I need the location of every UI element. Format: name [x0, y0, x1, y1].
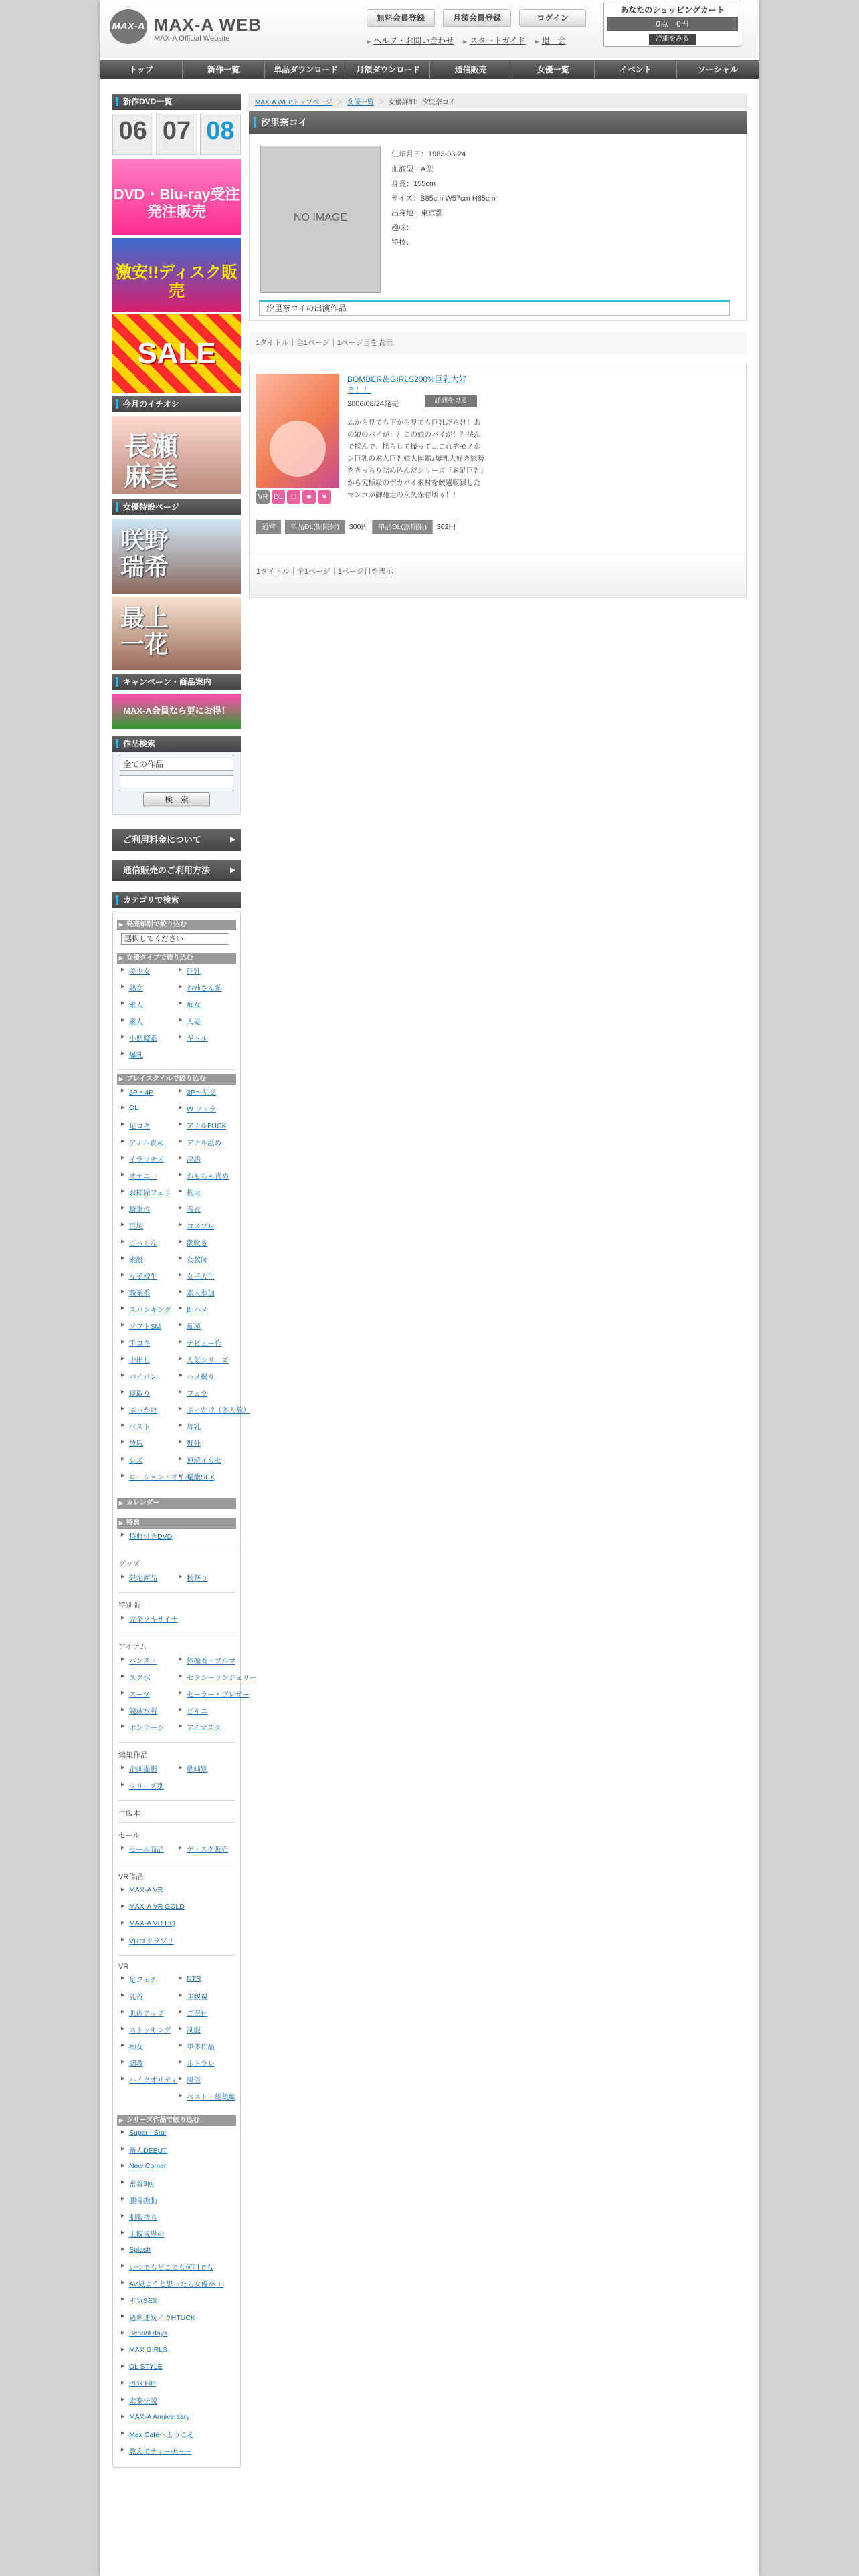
category-link[interactable]: ▶ アナル舐め [179, 1138, 236, 1154]
category-link[interactable]: ▶ NTR [179, 1975, 236, 1992]
crumb-top[interactable]: MAX-A WEBトップページ [255, 98, 332, 106]
category-link[interactable]: ▶ W フェラ [179, 1104, 236, 1121]
profile-size: サイズ：B85cm W57cm H85cm [391, 195, 496, 203]
category-link[interactable]: ▶ OL [121, 1104, 179, 1121]
category-link[interactable]: ▶ ソフトSM [121, 1321, 179, 1338]
series-bar: ▶ シリーズ作品で絞り込む [117, 2115, 236, 2126]
goods-list [117, 1573, 236, 1590]
actress-type-bar: ▶ 女優タイプで絞り込む [117, 953, 236, 964]
category-link[interactable]: ▶ ストッキング [121, 2025, 179, 2042]
work-item [249, 364, 747, 552]
category-link[interactable]: ▶ いつでもどこでも何回でも [121, 2262, 236, 2279]
category-link[interactable]: ▶ 女子大生 [179, 1271, 236, 1288]
category-link[interactable]: ▶ Super I Star [121, 2129, 236, 2145]
category-link[interactable]: ▶ ローション・オイル [121, 1472, 179, 1489]
category-link[interactable]: ▶ 巨乳 [179, 966, 236, 983]
profile-birthplace: 出身地：東京都 [391, 209, 443, 217]
vr-works-title: VR作品 [118, 1873, 144, 1881]
category-link[interactable]: ▶ 素人 [121, 1016, 179, 1033]
actress-banner-b[interactable]: 最上一花 [112, 597, 241, 670]
cart-title: あなたのショッピングカート [620, 5, 725, 15]
shopping-cart [603, 3, 741, 47]
category-link[interactable]: ▶ 新人DEBUT [121, 2145, 236, 2162]
category-link[interactable]: ▶ ハメ撮り [179, 1372, 236, 1388]
global-nav [100, 60, 759, 79]
release-year-select[interactable]: 選択してください [121, 933, 229, 945]
category-link[interactable]: ▶ セーラー・ブレザー [179, 1689, 236, 1706]
category-link[interactable]: ▶ オナニー [121, 1171, 179, 1188]
category-link[interactable]: ▶ 女教師 [179, 1255, 236, 1271]
category-link[interactable]: ▶ おもちゃ責め [179, 1171, 236, 1188]
category-link[interactable]: ▶ 職業系 [121, 1288, 179, 1305]
category-link[interactable]: ▶ MAX-A Anniversary [121, 2413, 236, 2430]
category-link[interactable]: ▶ ぶっかけ [121, 1405, 179, 1422]
profile-skill: 特技： [391, 239, 413, 247]
category-link[interactable]: ▶ ギャル [179, 1033, 236, 1050]
category-link[interactable]: ▶ 完全ソキサイナ [121, 1614, 179, 1631]
favorite-icon: ♥ [318, 490, 331, 504]
category-link[interactable]: ▶ New Comer [121, 2162, 236, 2179]
category-link[interactable]: ▶ AV見ようと思ったら女優が□□ [121, 2279, 236, 2296]
nav-actresses[interactable]: 女優一覧 [512, 60, 595, 79]
search-category-select[interactable]: 全ての作品 [120, 758, 233, 771]
category-link[interactable]: ▶ ボンテージ [121, 1723, 179, 1739]
nav-mail-order[interactable]: 通信販売 [430, 60, 512, 79]
tokuten-bar: ▶ 特典 [117, 1518, 236, 1529]
help-link[interactable]: ▶ ヘルプ・お問い合わせ [367, 35, 454, 48]
category-link[interactable]: ▶ 足コキ [121, 1121, 179, 1138]
category-link[interactable]: ▶ 人妻 [179, 1016, 236, 1033]
work-detail-button[interactable]: 詳細を見る [425, 395, 477, 407]
search-box [112, 752, 241, 815]
category-heading: カテゴリで検索 [112, 892, 241, 908]
category-link[interactable]: ▶ 教えてティーチャー [121, 2446, 236, 2463]
category-link[interactable]: ▶ 拘束 [179, 1188, 236, 1204]
profile-details [391, 147, 496, 250]
category-link[interactable]: ▶ VRゴクラブリ [121, 1936, 236, 1953]
nav-events[interactable]: イベント [595, 60, 677, 79]
category-link[interactable]: ▶ 肌近アップ [121, 2008, 179, 2025]
category-link[interactable]: ▶ ネトラレ [179, 2058, 236, 2075]
page-title: 汐里奈コイ [249, 111, 747, 134]
category-link[interactable]: ▶ 競泳水着 [121, 1706, 179, 1723]
category-link[interactable]: ▶ ベスト [121, 1422, 179, 1438]
category-link[interactable]: ▶ 女子校生 [121, 1271, 179, 1288]
work-title[interactable]: BOMBER＆GIRLS200%巨乳大好き！！ [347, 374, 467, 395]
site-logo[interactable] [110, 9, 262, 44]
category-link[interactable]: ▶ スパンキング [121, 1305, 179, 1321]
category-link[interactable]: ▶ シリーズ別 [121, 1781, 179, 1798]
category-link[interactable]: ▶ ディスク販売 [179, 1844, 236, 1861]
category-link[interactable]: ▶ ご奉仕 [179, 2008, 236, 2025]
category-link[interactable]: ▶ 連続イカセ [179, 1455, 236, 1472]
release-year-bar: ▶ 発売年別で絞り込む [117, 920, 236, 930]
category-link[interactable]: ▶ スーツ [121, 1689, 179, 1706]
category-link[interactable]: ▶ イラマチオ [121, 1154, 179, 1171]
crumb-actresses[interactable]: 女優一覧 [347, 98, 374, 106]
category-link[interactable]: ▶ レズ [121, 1455, 179, 1472]
price-label-unlimited: 単品DL(無期限) [373, 520, 432, 534]
category-link[interactable]: ▶ 潮吹き [179, 1238, 236, 1255]
actress-banner-a[interactable]: 咲野瑞希 [112, 519, 241, 594]
category-link[interactable]: ▶ 小悪魔系 [121, 1033, 179, 1050]
category-link[interactable]: ▶ 即ハメ [179, 1305, 236, 1321]
actress-profile [249, 134, 747, 321]
category-link[interactable]: ▶ 人気シリーズ [179, 1355, 236, 1372]
vr-title: VR [118, 1963, 129, 1971]
goods-title: グッズ [118, 1560, 140, 1568]
nav-monthly-dl[interactable]: 月額ダウンロード [347, 60, 430, 79]
category-link[interactable]: ▶ 素人参加 [179, 1288, 236, 1305]
category-link[interactable]: ▶ お掃除フェラ [121, 1188, 179, 1204]
category-link[interactable]: ▶ 主観視 [179, 1992, 236, 2008]
category-link[interactable]: ▶ 本気SEX [121, 2296, 236, 2313]
category-link[interactable]: ▶ 野外 [179, 1438, 236, 1455]
campaign-banner[interactable]: MAX-A会員なら更にお得！ [112, 694, 241, 729]
category-link[interactable]: ▶ 限定商品 [121, 1573, 179, 1590]
pickup-banner[interactable]: 長瀬麻美 [112, 416, 241, 494]
category-link[interactable]: ▶ コスプレ [179, 1221, 236, 1238]
category-link[interactable]: ▶ 痴漢 [179, 1321, 236, 1338]
category-link[interactable]: ▶ 主観視界の [121, 2229, 236, 2246]
category-link[interactable]: ▶ 着衣 [179, 1204, 236, 1221]
item-title: アイテム [118, 1643, 147, 1651]
work-prices [256, 520, 460, 534]
category-link[interactable]: ▶ アナルFUCK [179, 1121, 236, 1138]
special-list [117, 1614, 236, 1631]
price-limited: 300円 [345, 520, 373, 534]
sale-title: セール [118, 1832, 140, 1840]
profile-birthday: 生年月日：1983-03-24 [391, 150, 466, 158]
disk-sale-banner[interactable]: 激安!!ディスク販売 [112, 238, 241, 312]
category-link[interactable]: ▶ Pink File [121, 2379, 236, 2396]
category-link[interactable]: ▶ 単体作品 [179, 2042, 236, 2058]
category-link[interactable]: ▶ 母乳 [179, 1422, 236, 1438]
category-link[interactable]: ▶ ビキニ [179, 1706, 236, 1723]
category-link[interactable]: ▶ 過激SEX [179, 1472, 236, 1489]
month-08[interactable]: 08 [200, 114, 241, 155]
category-link[interactable]: ▶ 制服 [179, 2025, 236, 2042]
category-link[interactable]: ▶ 騎乗位 [121, 1204, 179, 1221]
calendar-bar: ▶ カレンダー [117, 1498, 236, 1509]
nav-single-dl[interactable]: 単品ダウンロード [265, 60, 347, 79]
edit-list [117, 1764, 236, 1798]
category-link[interactable]: ▶ 密着3回 [121, 2179, 236, 2195]
crumb-current: 女優詳細：汐里奈コイ [388, 98, 456, 106]
work-icons [256, 490, 331, 504]
outlet-title: 再販本 [118, 1810, 140, 1818]
vr-list [117, 1975, 236, 2109]
category-link[interactable]: ▶ 痴女 [179, 1000, 236, 1016]
category-link[interactable]: ▶ MAX-A VR [121, 1886, 236, 1903]
pager-top: 1タイトル｜全1ページ｜1ページ目を表示 [249, 332, 747, 354]
category-link[interactable]: ▶ 企画撮影 [121, 1764, 179, 1781]
main-content [249, 94, 747, 598]
start-guide-link[interactable]: ▶ スタートガイド [463, 35, 525, 48]
login-button[interactable]: ログイン [519, 9, 586, 27]
profile-blood: 血液型：A型 [391, 165, 434, 173]
search-button[interactable]: 検 索 [143, 792, 210, 807]
breadcrumb: MAX-A WEBトップページ ＞ 女優一覧 ＞ 女優詳細：汐里奈コイ [249, 94, 747, 108]
new-dvd-months [112, 114, 241, 155]
cart-amount: 0点 0円 [607, 17, 738, 31]
category-link[interactable]: ▶ 素泰伝説 [121, 2396, 236, 2413]
logo-tagline: MAX-A Official Website [154, 35, 230, 43]
sale-list [117, 1844, 236, 1861]
category-link[interactable]: ▶ MAX-A VR HQ [121, 1919, 236, 1936]
actress-type-list [117, 966, 236, 1067]
withdraw-link[interactable]: ▶ 退 会 [535, 35, 566, 48]
category-link[interactable]: ▶ デビュー作 [179, 1338, 236, 1355]
work-thumbnail[interactable] [256, 374, 339, 488]
category-link[interactable]: ▶ MAX GIRLS [121, 2346, 236, 2363]
category-link[interactable]: ▶ 3P・4P [121, 1087, 179, 1104]
work-release-date: 2006/08/24発売 [347, 400, 399, 408]
category-link[interactable]: ▶ 爆乳 [121, 1050, 179, 1067]
pickup-heading: 今月のイチオシ [112, 396, 241, 412]
dvd-bluray-banner[interactable]: DVD・Blu-ray受注発注販売 [112, 159, 241, 235]
category-link[interactable]: ▶ 淫語 [179, 1154, 236, 1171]
category-link[interactable]: ▶ 熟女 [121, 983, 179, 1000]
category-link[interactable]: ▶ School days [121, 2329, 236, 2346]
category-link[interactable]: ▶ 寝取り [121, 1388, 179, 1405]
search-input[interactable] [120, 775, 233, 788]
nav-social[interactable]: ソーシャル [698, 65, 738, 74]
category-link[interactable]: ▶ 美少女 [121, 966, 179, 983]
category-link[interactable]: ▶ ハイクオリティ [121, 2075, 179, 2092]
month-06[interactable]: 06 [112, 114, 153, 155]
category-link[interactable]: ▶ 足フェチ [121, 1975, 179, 1992]
tokuten-list [117, 1531, 236, 1548]
cart-detail-button[interactable]: 詳細をみる [649, 34, 696, 45]
package-icon: ■ [302, 490, 316, 504]
category-link[interactable]: ▶ 特典付きDVD [121, 1531, 236, 1548]
actress-feature-heading: 女優特設ページ [112, 499, 241, 515]
category-link[interactable]: ▶ 巨尻 [121, 1221, 179, 1238]
header-links [367, 35, 594, 48]
category-link[interactable]: ▶ アナル責め [121, 1138, 179, 1154]
logo-mark: MAX-A [110, 9, 147, 44]
category-link[interactable]: ▶ Max Caféへようこそ [121, 2430, 236, 2446]
play-style-bar: ▶ プレイスタイルで絞り込む [117, 1074, 236, 1085]
category-link[interactable]: ▶ 中出し [121, 1355, 179, 1372]
category-link[interactable]: ▶ 調教 [121, 2058, 179, 2075]
category-link[interactable]: ▶ セール商品 [121, 1844, 179, 1861]
download-icon: DL [272, 490, 285, 504]
category-link[interactable]: ▶ ぶっかけ（多人数） [179, 1405, 236, 1422]
search-heading: 作品検索 [112, 736, 241, 752]
sidebar [112, 94, 257, 2468]
category-link[interactable]: ▶ 素股 [121, 1255, 179, 1271]
category-link[interactable]: ▶ 体操着・ブルマ [179, 1656, 236, 1673]
category-link[interactable]: ▶ ごっくん [121, 1238, 179, 1255]
category-link[interactable]: ▶ 動画別 [179, 1764, 236, 1781]
category-link[interactable]: ▶ 3P～乱交 [179, 1087, 236, 1104]
movies-heading: 汐里奈コイの出演作品 [259, 300, 730, 316]
new-dvd-heading: 新作DVD一覧 [112, 94, 241, 110]
pricing-guide-button[interactable]: ご利用料金について ▶ [112, 829, 241, 851]
month-07[interactable]: 07 [156, 114, 197, 155]
special-title: 特別版 [118, 1602, 140, 1610]
site-header [100, 0, 759, 58]
pager-bottom: 1タイトル｜全1ページ｜1ページ目を表示 [249, 552, 747, 598]
category-box [112, 911, 257, 2468]
mail-order-guide-button[interactable]: 通信販売のご利用方法 ▶ [112, 860, 241, 881]
category-link[interactable]: ▶ セクシーランジェリー [179, 1673, 236, 1689]
category-link[interactable]: ▶ アイマスク [179, 1723, 236, 1739]
category-link[interactable]: ▶ 放尿 [121, 1438, 179, 1455]
series-list [117, 2129, 236, 2463]
category-link[interactable]: ▶ 痴女 [121, 2042, 179, 2058]
category-link[interactable]: ▶ スク水 [121, 1673, 179, 1689]
profile-hobby: 趣味： [391, 224, 413, 232]
category-link[interactable]: ▶ 過剰連続イカHTUCK [121, 2313, 236, 2329]
play-style-list [117, 1087, 250, 1489]
work-description: ふから見ても下から見ても巨乳だらけ！あの娘のパイが！？この娘のパイが！？挟んで揉んで、揺らして撮って…これぞモノホン巨乳の素人巨乳娘大図鑑♪爆乳大好き総勢をきっちり詰め込んだシリーズ『素足巨乳』から究極級のデカパイ素材を厳選収録したマンコが御馳走の永久保存版ぅ！！ [347, 419, 484, 499]
edit-title: 編集作品 [118, 1751, 148, 1759]
category-link[interactable]: ▶ 秋祭り [179, 1573, 236, 1590]
category-link[interactable]: ▶ ベスト・総集編 [179, 2092, 236, 2109]
category-link[interactable]: ▶ OL STYLE [121, 2363, 236, 2379]
category-link[interactable]: ▶ 風俗 [179, 2075, 236, 2092]
vr-icon: VR [256, 490, 270, 504]
category-link[interactable]: ▶ お姉さん系 [179, 983, 236, 1000]
monthly-register-button[interactable]: 月額会員登録 [443, 9, 511, 27]
category-link[interactable]: ▶ 制服持ち [121, 2212, 236, 2229]
free-register-button[interactable]: 無料会員登録 [367, 9, 435, 27]
category-link[interactable]: ▶ パイパン [121, 1372, 179, 1388]
disc-icon: □ [287, 490, 300, 504]
nav-top[interactable]: トップ [100, 60, 183, 79]
page [100, 0, 759, 2576]
category-link[interactable]: ▶ 乳首 [121, 1992, 179, 2008]
logo-name: MAX-A WEB [154, 15, 262, 35]
category-link[interactable]: ▶ 手コキ [121, 1338, 179, 1355]
category-link[interactable]: ▶ MAX-A VR GOLD [121, 1903, 236, 1919]
campaign-heading: キャンペーン・商品案内 [112, 674, 241, 690]
price-label-limited: 単品DL(期限付) [285, 520, 345, 534]
category-link[interactable]: ▶ 素人 [121, 1000, 179, 1016]
profile-height: 身長：155cm [391, 180, 436, 188]
category-link[interactable]: ▶ Splash [121, 2246, 236, 2262]
price-unlimited: 302円 [432, 520, 460, 534]
item-list [117, 1656, 257, 1739]
category-link[interactable]: ▶ フェラ [179, 1388, 236, 1405]
vr-works-list [117, 1886, 236, 1953]
actress-photo: NO IMAGE [260, 146, 381, 293]
price-label-normal: 通常 [256, 520, 281, 534]
category-link[interactable]: ▶ パンスト [121, 1656, 179, 1673]
category-link[interactable]: ▶ 腰骨振動 [121, 2195, 236, 2212]
nav-new[interactable]: 新作一覧 [183, 60, 265, 79]
sale-banner[interactable]: SALE [112, 314, 241, 393]
